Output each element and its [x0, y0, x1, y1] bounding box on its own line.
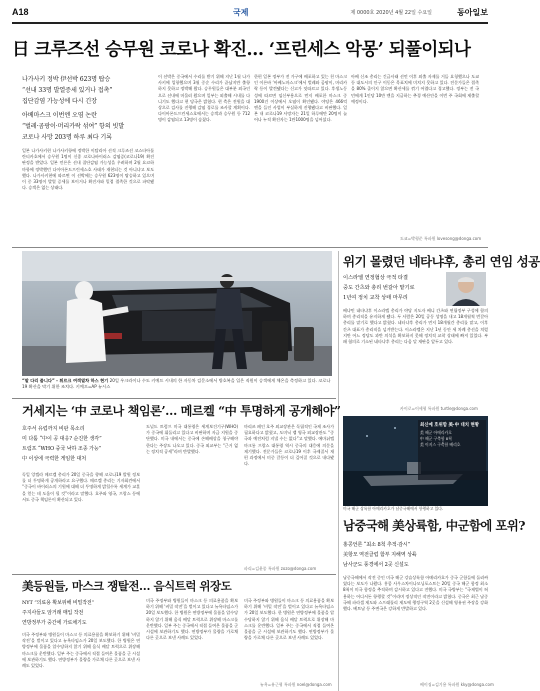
- graphic-row-3: 美 이지스 구축함 배리호: [420, 442, 461, 447]
- divider-cosmetics: [12, 574, 336, 575]
- header-rule: [12, 22, 488, 24]
- merkel-headline: 거세지는 ‘中 코로나 책임론’… 메르켈 “中 투명하게 공개해야”: [22, 404, 341, 418]
- masks-sub-2: 주지사들도 암거래 매입 작전: [22, 610, 84, 616]
- masks-headline: 美등원들, 마스크 쟁탈전… 음식트럭 위장도: [22, 579, 232, 593]
- netanyahu-portrait: [446, 272, 486, 306]
- lead-headline: 日 크루즈선 승무원 코로나 확진… ‘프린세스 악몽’ 되풀이되나: [12, 40, 471, 60]
- masks-byline: 뉴욕=유근형 특파원 noel@donga.com: [260, 682, 332, 687]
- ship-caption: 미국 해군 상륙함 아메리카호가 남중국해에서 항행하고 있다.: [343, 506, 444, 511]
- merkel-sub-4: 中 이상에 극력한 게임한 대처: [22, 456, 87, 462]
- netanyahu-sub-2: 중도 간츠와 총리 번갈아 맡기로: [343, 285, 415, 291]
- china-sub-3: 남사군도 풍경에서 2곳 신설도: [343, 562, 409, 568]
- news-photo: [22, 251, 332, 376]
- netanyahu-body: 베냐민 네타냐후 이스라엘 총리가 야당 지도자 베니 간츠와 연립정부 구성에 합의하며 총리직을 유지하게 됐다. 두 사람은 20일 공동 성명을 내고 18개월씩 번갈아 총리를 맡기로 했다고 밝혔다. 네타냐후 총리가 먼저 18개월간 총리를 맡고, 이후 간츠 대표가 총리직을 넘겨받는다. 이스라엘은 지난 1년 동안 세 차례 총선을 치렀지만 어느 정당도 과반 의석을 확보하지 못해 정치적 교착 상태에 빠져 있었다. 부패 혐의로 기소된 네타냐후 총리는 다음 달 재판을 앞두고 있다.: [343, 308, 488, 345]
- merkel-body-col-1: 독일 앙겔라 메르켈 총리가 20일 중국을 향해 코로나19 발원 정보를 더 투명하게 공개하라고 요구했다. 메르켈 총리는 기자회견에서 “중국이 바이러스의 기원에 대해 더 투명하게 밝힐수록 세계가 교훈을 얻는 데 도움이 될 것”이라고 말했다. 호주와 영국, 프랑스 등에서도 중국 책임론이 확산되고 있다.: [22, 472, 140, 502]
- netanyahu-byline: 카이로=이세형 특파원 turtle@donga.com: [400, 406, 478, 411]
- section-label: 국제: [233, 8, 249, 17]
- lead-sub-1: 나가사키 정박 伊선박 623명 탑승: [22, 76, 111, 83]
- lead-sub-2: “선내 33명 발열증세 있거나 접촉”: [22, 87, 113, 94]
- merkel-subheads: [22, 424, 140, 468]
- merkel-sub-2: 미 다툼 “中이 공 대응? 순진한 생각”: [22, 436, 102, 442]
- masks-body-col-3: 미국 주정부와 병원들이 마스크 등 의료용품을 확보하기 위해 ‘비밀 작전’을 벌이고 있다고 뉴욕타임스가 20일 보도했다. 한 병원은 연방정부에 물품을 압수당하지 않기 위해 음식 배달 트럭으로 위장해 마스크를 운반했다. 일부 주는 중국에서 직접 들여온 물품을 군 시설에 보관하기도 했다. 연방정부가 물량을 가로채 다른 곳으로 보낸 사례도 있었다.: [244, 598, 334, 641]
- portrait-illustration: [446, 272, 486, 306]
- graphic-row-1: 美 해군 아메리카호: [420, 430, 452, 435]
- china-sub-2: 美항모 역전클럽 함부 지해역 상륙: [343, 552, 417, 558]
- netanyahu-subheads: [343, 273, 443, 306]
- page-header: [12, 6, 488, 20]
- netanyahu-sub-1: 이스라엘 연정협상 극적 타결: [343, 275, 408, 281]
- page-number: A18: [12, 7, 29, 17]
- divider-lead: [12, 247, 488, 248]
- lead-sub-4: 아베마스크 이번엔 오염 논란: [22, 112, 97, 119]
- masks-subheads: [22, 598, 142, 630]
- lead-byline: 도쿄=박형준 특파원 lovesong@donga.com: [400, 236, 482, 241]
- column-divider: [338, 251, 339, 691]
- masks-sub-1: NYT “의료용 확보위해 비밀작전”: [22, 600, 95, 606]
- lead-body-col-3: 한편 일본 정부가 전 가구에 배포하고 있는 천 마스크인 이른바 ‘아베노마스크’에서 벌레와 곰팡이, 머리카락 등이 발견됐다는 신고가 잇따르고 있다. 후생노동성에 따르면 임신부용으로 먼저 배포한 마스크 중 1900건 이상에서 오염이 확인됐다. 야당은 466억 엔을 들인 사업이 부실하게 진행됐다고 비판했다. 일본 내 코로나19 사망자는 21일 하루에만 20명이 늘어나 누적 확진자는 1만1000명을 넘어섰다.: [254, 74, 347, 123]
- graphic-row-2: 中 해군 구축함 8척: [420, 436, 452, 441]
- merkel-sub-1: 호주서 유럽까지 비판 목소리: [22, 426, 85, 432]
- airport-photo-illustration: [22, 251, 332, 376]
- lead-sub-3: 집단감염 가능성에 다시 긴장: [22, 98, 97, 105]
- masks-body-col-2: 미국 주정부와 병원들이 마스크 등 의료용품을 확보하기 위해 ‘비밀 작전’을 벌이고 있다고 뉴욕타임스가 20일 보도했다. 한 병원은 연방정부에 물품을 압수당하지 않기 위해 음식 배달 트럭으로 위장해 마스크를 운반했다. 일부 주는 중국에서 직접 들여온 물품을 군 시설에 보관하기도 했다. 연방정부가 물량을 가로채 다른 곳으로 보낸 사례도 있었다.: [146, 598, 239, 641]
- china-subheads: [343, 540, 488, 572]
- china-body: 남중국해에서 작전 중인 미국 해군 강습상륙함 아메리카호가 중국 군함들에 둘러싸였다는 보도가 나왔다. 홍콩 사우스차이나모닝포스트는 20일 중국 해군 함정 최소 8척이 미국 함정을 추적하며 감시하고 있다고 전했다. 미국 국방부는 “국제법이 허용하는 어디서든 항행할 것”이라며 정상적인 작전이라고 밝혔다. 중국은 최근 남중국해 파라셀 제도와 스프래틀리 제도에 행정구역 2곳을 신설해 영유권 주장을 강화했다. 베트남 등 주변국은 강하게 반발하고 있다.: [343, 575, 488, 612]
- merkel-body-col-3: 마리즈 페인 호주 외교장관은 독립적인 국제 조사가 필요하다고 밝혔고, 도미닉 랩 영국 외교장관도 “중국과 예전처럼 지낼 수는 없다”고 말했다. 에마뉘엘 마크롱 프랑스 대통령 역시 중국의 대응에 의문을 제기했다. 전문가들은 코로나19 이후 국제질서 재편 과정에서 미중 갈등이 더 깊어질 것으로 내다봤다.: [244, 424, 334, 467]
- photo-caption-text: 20일 우크라이나 수도 키예프 시내의 한 자동차 검문소에서 방호복을 입은 직원이 승객에게 체온을 측정하고 있다. 코로나19 확산을 막기 위한 조치다. 키예프=AP 뉴시스: [22, 378, 331, 390]
- photo-caption-title: “말 다리 줍니다” - 튀르크 여객열차 하스 현기: [22, 378, 109, 383]
- masks-sub-3: 연방정부가 중간에 가로채기도: [22, 620, 87, 626]
- china-headline: 남중국해 美상륙함, 中군함에 포위?: [343, 518, 525, 533]
- netanyahu-sub-3: 1년여 정치 교착 상태 마무리: [343, 295, 408, 301]
- photo-caption: [22, 378, 332, 394]
- issue-info: 제 0000호 2020년 4월 22일 수요일: [350, 10, 432, 16]
- divider-merkel: [12, 398, 336, 399]
- merkel-sub-3: 트럼프 “WHO 중국 낙하 조종 가능”: [22, 446, 102, 452]
- china-byline: 베이징=김기용 특파원 kky@donga.com: [420, 682, 494, 687]
- lead-sub-6: 코로나 사망 203명 하루 최다 기록: [22, 134, 112, 141]
- merkel-body-col-2: 도널드 트럼프 미국 대통령은 세계보건기구(WHO)가 중국에 휘둘리고 있다고 비판하며 자금 지원을 중단했다. 미국 내에서는 중국에 손해배상을 청구해야 한다는 주장도 나오고 있다. 중국 외교부는 “근거 없는 정치적 공세”라며 반발했다.: [146, 424, 238, 454]
- lead-body-col-4: 아베 신조 총리는 긴급사태 선언 이후 외출 자제를 거듭 요청했으나 도쿄 등 대도시의 인구 이동은 목표치에 미치지 못하고 있다. 전문가들은 접촉을 80% 줄이지 않으면 확산세를 꺾기 어렵다고 경고했다. 정부는 전 국민에게 1인당 10만 엔을 지급하는 추경 예산안을 이번 주 국회에 제출할 예정이다.: [351, 74, 479, 104]
- lead-sub-5: “벌레·곰팡이·머리카락 섞여” 항의 빗발: [22, 123, 125, 130]
- masks-body-col-1: 미국 주정부와 병원들이 마스크 등 의료용품을 확보하기 위해 ‘비밀 작전’을 벌이고 있다고 뉴욕타임스가 20일 보도했다. 한 병원은 연방정부에 물품을 압수당하지 않기 위해 음식 배달 트럭으로 위장해 마스크를 운반했다. 일부 주는 중국에서 직접 들여온 물품을 군 시설에 보관하기도 했다. 연방정부가 물량을 가로채 다른 곳으로 보낸 사례도 있었다.: [22, 632, 140, 669]
- newspaper-name: 동아일보: [457, 7, 488, 17]
- china-sub-1: 홍콩언론 “최소 8척 추적·감시”: [343, 542, 411, 548]
- graphic-title: 최신예 호위함 美·中 대치 현황: [420, 423, 479, 428]
- merkel-byline: 파리=김윤종 특파원 zozo@donga.com: [244, 566, 317, 571]
- info-graphic: [418, 420, 486, 480]
- netanyahu-headline: 위기 몰렸던 네타냐후, 총리 연임 성공: [343, 254, 540, 269]
- lead-body-col-1: 일본 나가사키현 나가사키항에 정박한 이탈리아 선적 크루즈선 코스타아틀란티카호에서 승무원 1명이 신종 코로나바이러스 감염증(코로나19) 확진 판정을 받았다. 일본 언론은 선내 집단감염 가능성을 우려하며 2월 요코하마항에 정박했던 다이아몬드프린세스호 사태가 재현되는 것 아니냐고 보도했다. 나가사키현에 따르면 이 선박에는 승무원 623명이 탑승하고 있으며 이 중 33명이 발열 증세를 보이거나 확진자와 밀접 접촉한 것으로 파악됐다. 승객은 없는 상태다.: [22, 148, 154, 191]
- lead-body-col-2: 이 선박은 중국에서 수리를 받기 위해 지난 1월 나가사키에 입항했으며 3월 중순 수리가 끝났지만 출항하지 못하고 정박해 왔다. 승무원들은 대부분 외국인으로 선내에 머물러 왔으며 일부는 외출해 시내를 다니기도 했다고 현 당국은 밝혔다. 현 측은 전원을 대상으로 검사를 진행해 감염 경로를 조사할 계획이다. 다이아몬드프린세스호에서는 승객과 승무원 등 712명이 감염되고 13명이 숨졌다.: [158, 74, 250, 123]
